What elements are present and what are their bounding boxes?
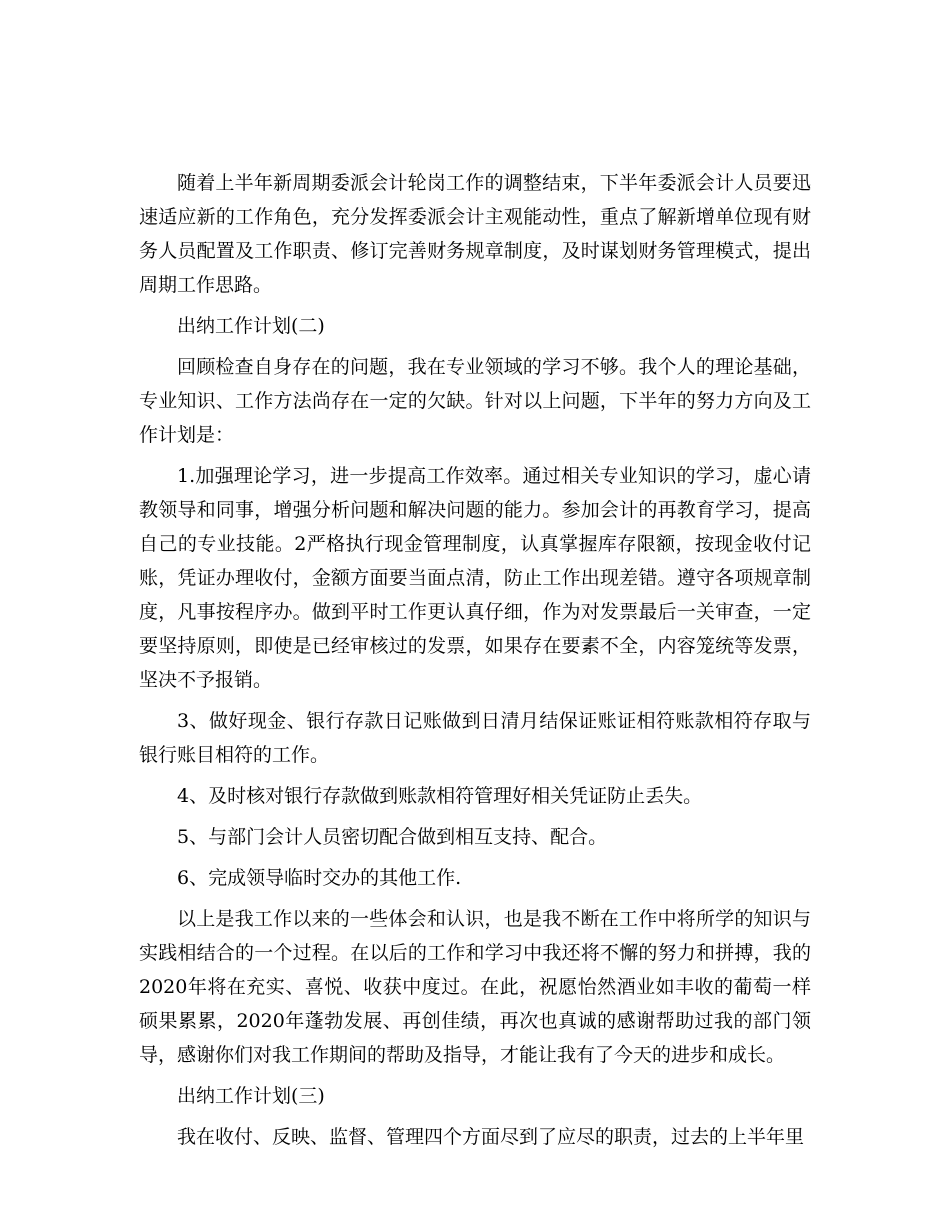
paragraph-plan-3-start: 我在收付、反映、监督、管理四个方面尽到了应尽的职责，过去的上半年里 [177, 1126, 805, 1148]
paragraph-item-6: 6、完成领导临时交办的其他工作. [177, 867, 462, 889]
paragraph-item-1-2: 1.加强理论学习，进一步提高工作效率。通过相关专业知识的学习，虚心请教领导和同事，增强分析问题和解决问题的能力。参加会计的再教育学习，提高自己的专业技能。2严格执行现金管理制度，认真掌握库存限额，按现金收付记账，凭证办理收付，金额方面要当面点清，防止工作出现差错。遵守各项规章制度，凡事按程序办。做到平时工作更认真仔细，作为对发票最后一关审查，一定要坚持原则，即使是已经审核过的发票，如果存在要素不全，内容笼统等发票，坚决不予报销。 [139, 465, 811, 691]
paragraph-conclusion: 以上是我工作以来的一些体会和认识，也是我不断在工作中将所学的知识与实践相结合的一个过程。在以后的工作和学习中我还将不懈的努力和拼搏，我的2020年将在充实、喜悦、收获中度过。在此，祝愿怡然酒业如丰收的葡萄一样硕果累累，2020年蓬勃发展、再创佳绩，再次也真诚的感谢帮助过我的部门领导，感谢你们对我工作期间的帮助及指导，才能让我有了今天的进步和成长。 [139, 908, 811, 1066]
section-heading-plan-2: 出纳工作计划(二) [177, 315, 325, 337]
paragraph-item-3: 3、做好现金、银行存款日记账做到日清月结保证账证相符账款相符存取与银行账目相符的工作。 [139, 710, 811, 766]
paragraph-review: 回顾检查自身存在的问题，我在专业领域的学习不够。我个人的理论基础，专业知识、工作方法尚存在一定的欠缺。针对以上问题，下半年的努力方向及工作计划是： [139, 356, 811, 446]
paragraph-item-4: 4、及时核对银行存款做到账款相符管理好相关凭证防止丢失。 [177, 785, 703, 807]
document-body [139, 166, 811, 1161]
section-heading-plan-3: 出纳工作计划(三) [177, 1085, 325, 1107]
paragraph-intro: 随着上半年新周期委派会计轮岗工作的调整结束，下半年委派会计人员要迅速适应新的工作角色，充分发挥委派会计主观能动性，重点了解新增单位现有财务人员配置及工作职责、修订完善财务规章制度，及时谋划财务管理模式，提出周期工作思路。 [139, 172, 811, 296]
paragraph-item-5: 5、与部门会计人员密切配合做到相互支持、配合。 [177, 826, 608, 848]
